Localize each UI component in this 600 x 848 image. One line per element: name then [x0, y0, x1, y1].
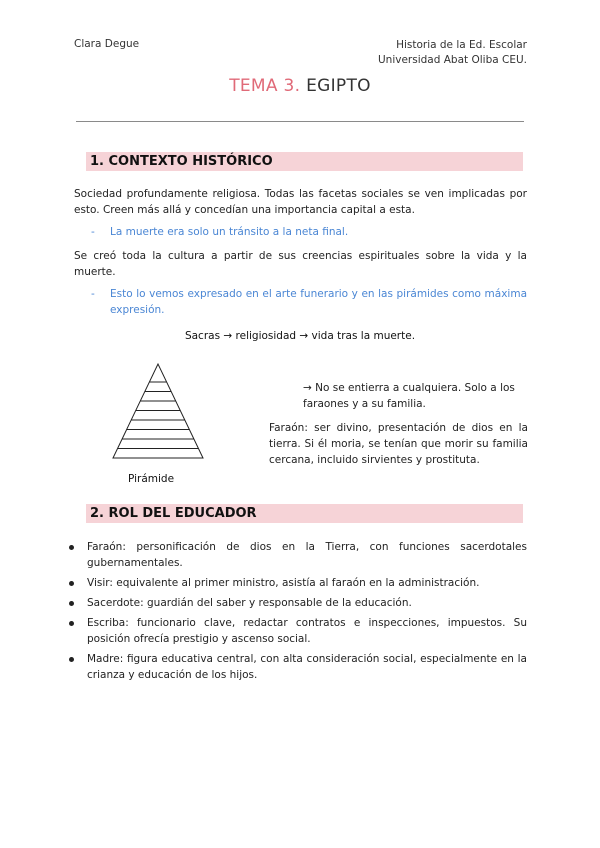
concept-chain: Sacras → religiosidad → vida tras la muerte.: [184, 330, 416, 342]
bullet-icon: [69, 545, 74, 550]
list-item: [68, 539, 527, 571]
header-course-info: [378, 38, 527, 68]
bullet-icon: [69, 657, 74, 662]
educator-role-list: [68, 539, 527, 687]
bullet-icon: [69, 581, 74, 586]
header-course: Historia de la Ed. Escolar: [396, 39, 527, 51]
list-item-text: Faraón: personificación de dios en la Tierra, con funciones sacerdotales gubernamentales.: [87, 541, 527, 569]
note-entierro: → No se entierra a cualquiera. Solo a los faraones y a su familia.: [303, 382, 515, 410]
dash-item-muerte: [91, 224, 527, 240]
dash-item-text: La muerte era solo un tránsito a la neta final.: [110, 226, 349, 238]
list-item: [68, 651, 527, 683]
list-item: [68, 615, 527, 647]
title-divider: [76, 121, 524, 122]
dash-marker: -: [91, 288, 95, 300]
pyramid-label: Pirámide: [128, 473, 175, 485]
title-number: TEMA 3.: [229, 76, 301, 96]
paragraph-cultura: Se creó toda la cultura a partir de sus creencias espirituales sobre la vida y la muerte.: [74, 250, 527, 278]
list-item-text: Visir: equivalente al primer ministro, asistía al faraón en la administración.: [87, 577, 480, 589]
pyramid-diagram: [110, 362, 206, 462]
bullet-icon: [69, 621, 74, 626]
dash-marker: -: [91, 226, 95, 238]
header-author: Clara Degue: [74, 38, 140, 50]
section-heading-rol-educador: 2. ROL DEL EDUCADOR: [86, 504, 523, 523]
page-title: [0, 76, 600, 96]
dash-item-text: Esto lo vemos expresado en el arte funerario y en las pirámides como máxima expresión.: [110, 288, 527, 316]
list-item: [68, 575, 527, 591]
bullet-icon: [69, 601, 74, 606]
list-item: [68, 595, 527, 611]
list-item-text: Madre: figura educativa central, con alta consideración social, especialmente en la crianza y educación de los hijos.: [87, 653, 527, 681]
dash-item-arte: [91, 286, 527, 318]
section-heading-contexto: 1. CONTEXTO HISTÓRICO: [86, 152, 523, 171]
paragraph-sociedad: Sociedad profundamente religiosa. Todas las facetas sociales se ven implicadas por esto. Creen más allá y concedían una importancia capital a esta.: [74, 188, 527, 216]
title-name: EGIPTO: [306, 76, 371, 96]
note-faraon: Faraón: ser divino, presentación de dios en la tierra. Si él moria, se tenían que morir su familia cercana, incluido sirvientes y prostituta.: [269, 422, 528, 466]
header-university: Universidad Abat Oliba CEU.: [378, 54, 527, 66]
list-item-text: Sacerdote: guardián del saber y responsable de la educación.: [87, 597, 412, 609]
list-item-text: Escriba: funcionario clave, redactar contratos e inspecciones, impuestos. Su posición ofrecía prestigio y ascenso social.: [87, 617, 527, 645]
